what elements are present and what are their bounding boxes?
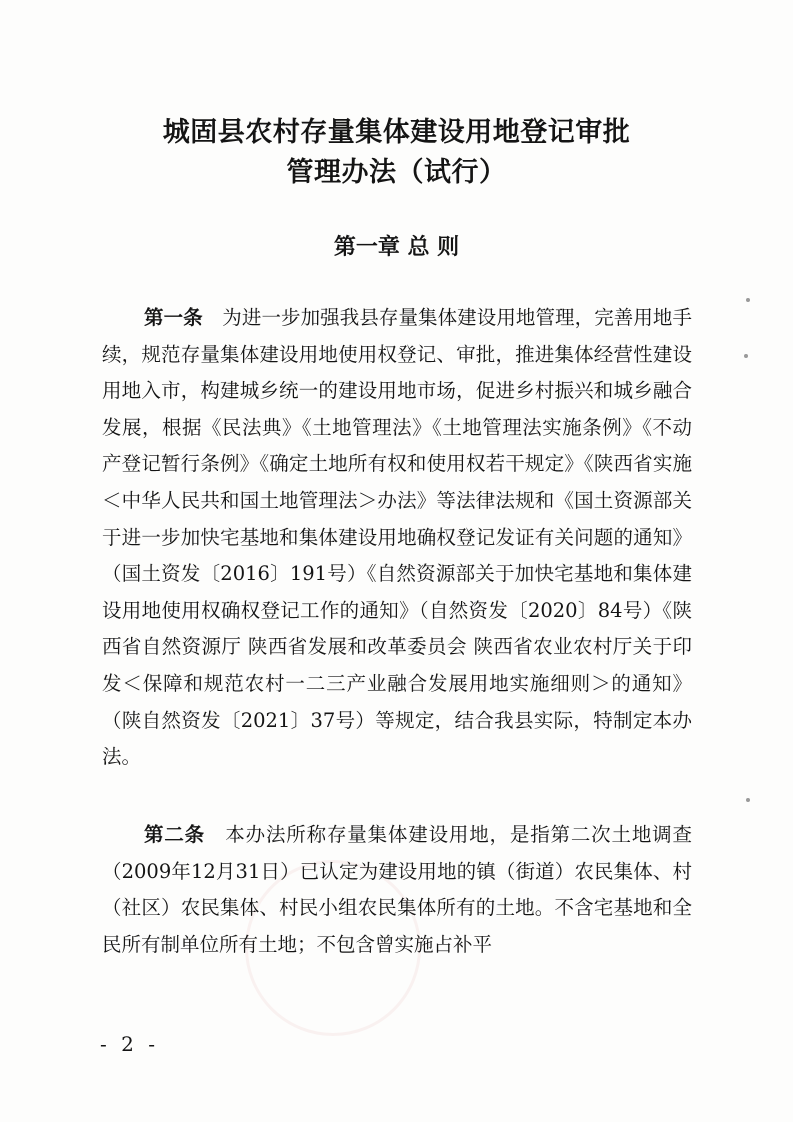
article-1-text: 为进一步加强我县存量集体建设用地管理，完善用地手续，规范存量集体建设用地使用权登记、审批，推进集体经营性建设用地入市，构建城乡统一的建设用地市场，促进乡村振兴和城乡融合发展，根据《民法典》《土地管理法》《土地管理法实施条例》《不动产登记暂行条例》《确定土地所有权和使用权若干规定》《陕西省实施＜中华人民共和国土地管理法＞办法》等法律法规和《国土资源部关于进一步加快宅基地和集体建设用地确权登记发证有关问题的通知》（国土资发〔2016〕191号）《自然资源部关于加快宅基地和集体建设用地使用权确权登记工作的通知》（自然资发〔2020〕84号）《陕西省自然资源厅 陕西省发展和改革委员会 陕西省农业农村厅关于印发＜保障和规范农村一二三产业融合发展用地实施细则＞的通知》（陕自然资发〔2021〕37号）等规定，结合我县实际，特制定本办法。 (102, 306, 692, 769)
chapter-heading: 第一章 总 则 (333, 235, 460, 260)
document-title-line-2: 管理办法（试行） (286, 157, 507, 188)
article-2-label: 第二条 (144, 823, 205, 846)
article-2-text: 本办法所称存量集体建设用地，是指第二次土地调查（2009年12月31日）已认定为建设用地的镇（街道）农民集体、村（社区）农民集体、村民小组农民集体所有的土地。不含宅基地和全民所有制单位所有土地；不包含曾实施占补平 (102, 823, 692, 956)
page-number: - 2 - (100, 1032, 159, 1056)
scan-speck (746, 298, 750, 302)
article-2-paragraph (102, 817, 692, 963)
article-1-label: 第一条 (144, 306, 203, 329)
article-1-paragraph (102, 300, 692, 776)
scan-speck (746, 798, 750, 802)
document-title-line-1: 城固县农村存量集体建设用地登记审批 (162, 117, 631, 148)
scan-speck (744, 354, 748, 358)
